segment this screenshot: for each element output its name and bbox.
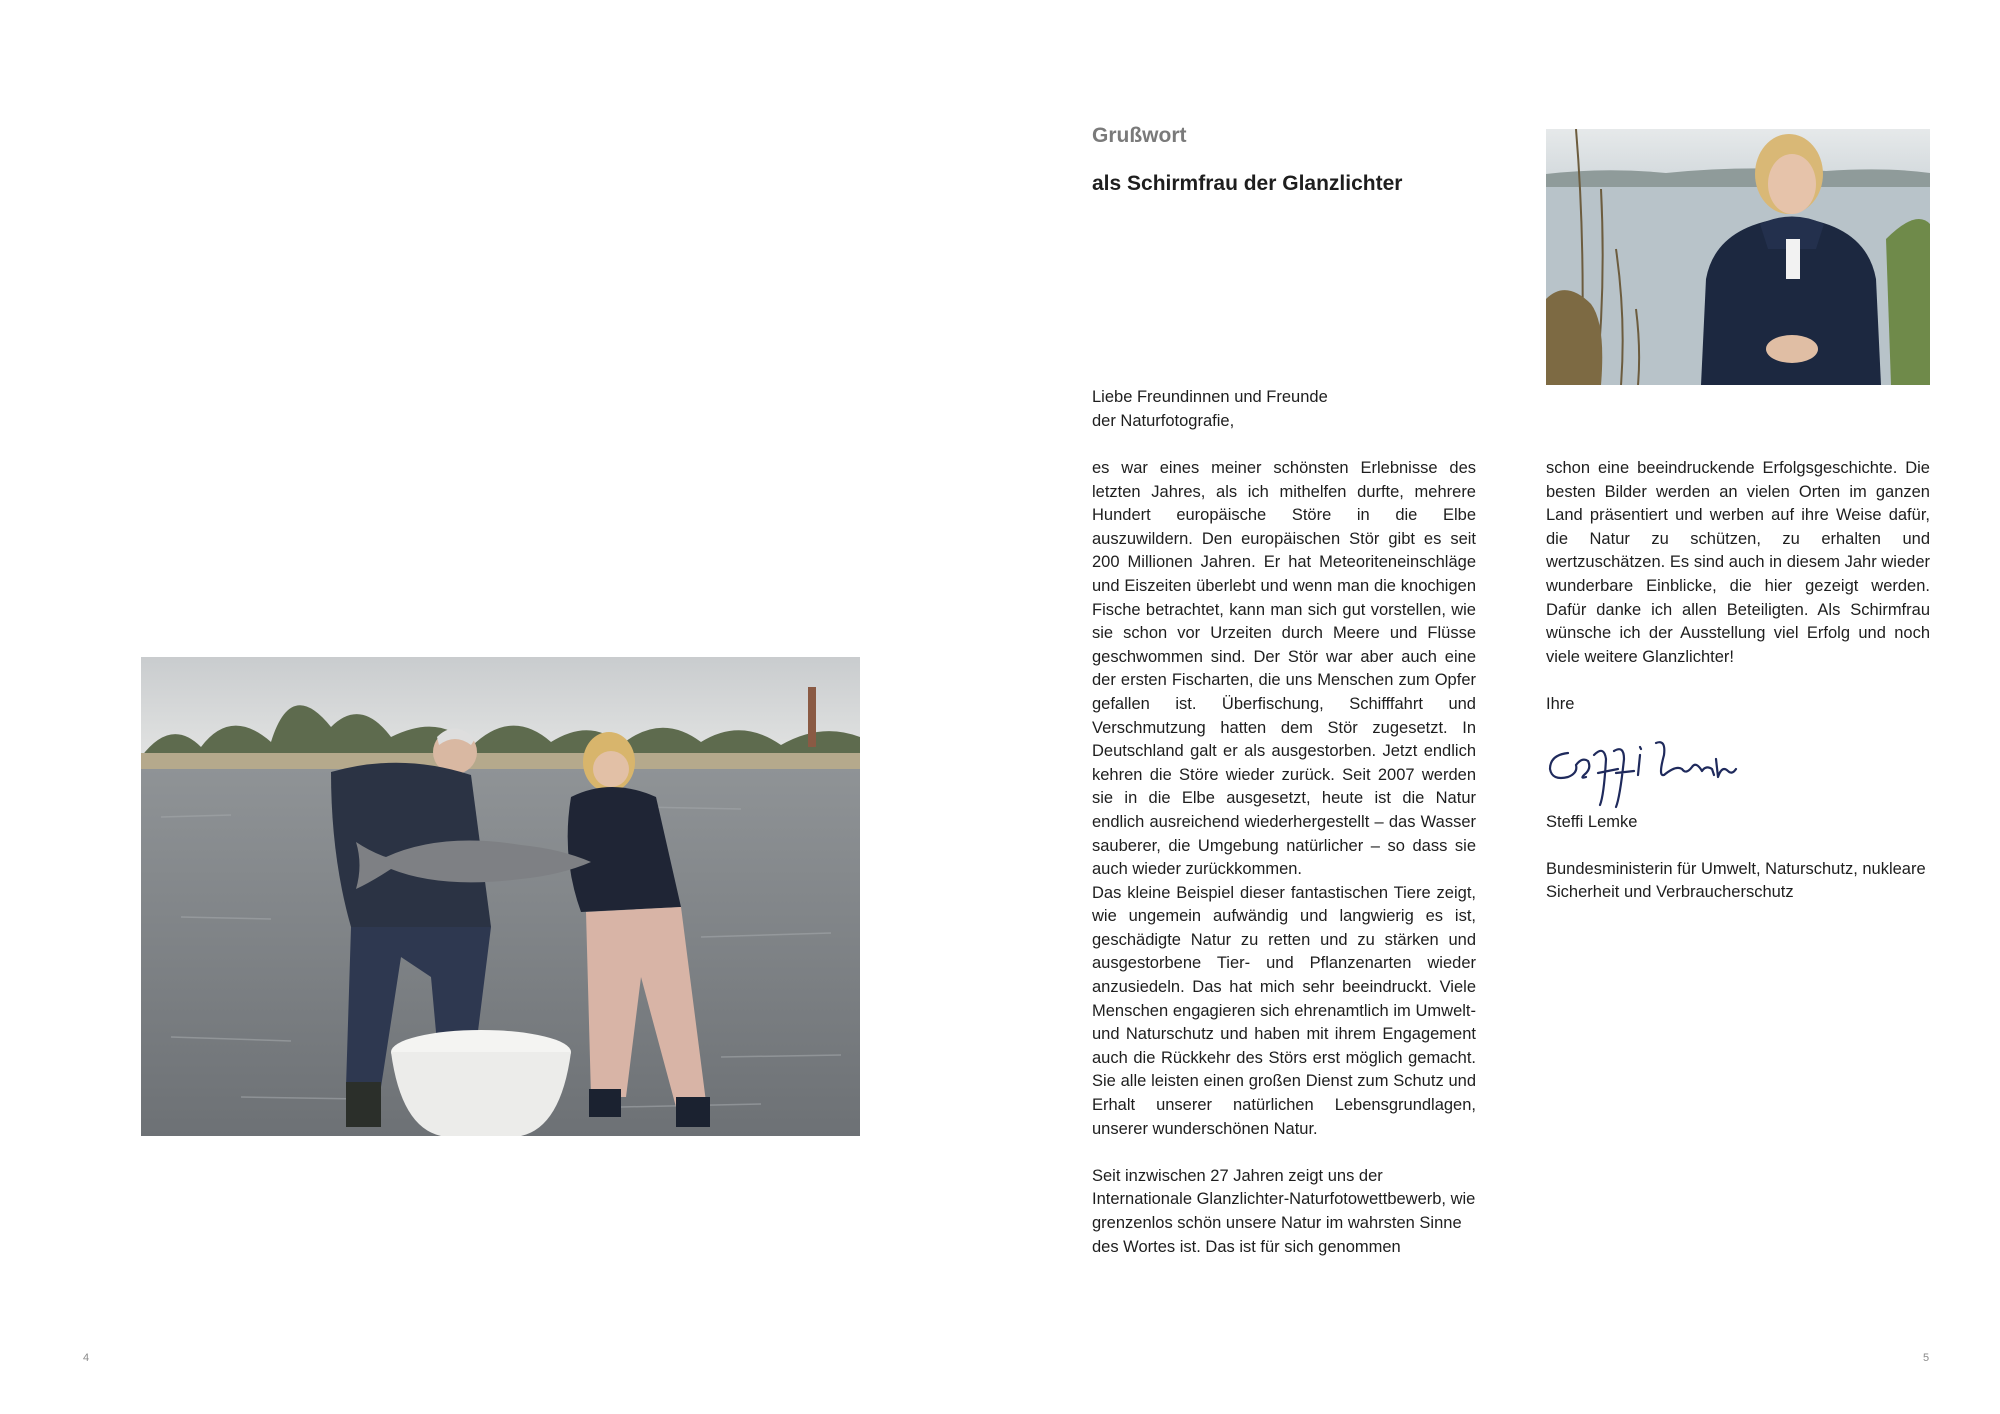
letter-paragraph: es war eines meiner schönsten Erlebnisse des letzten Jahres, als ich mithelfen durfte, mehrere Hundert europäische Störe in die Elbe auszuwildern. Den europäischen Stör gibt es seit 200 Millionen Jahren. Er hat Meteoriteneinschläge und Eiszeiten überlebt und wenn man die knochigen Fische betrachtet, kann man sich gut vorstellen, wie sie schon vor Urzeiten durch Meere und Flüsse geschwommen sind. Der Stör war aber auch eine der ersten Fischarten, die uns Menschen zum Opfer gefallen ist. Überfischung, Schifffahrt und Verschmutzung hatten dem Stör zugesetzt. In Deutschland galt er als ausgestorben. Jetzt endlich kehren die Störe wieder zurück. Seit 2007 werden sie in die Elbe ausgesetzt, heute ist die Natur endlich ausreichend wiederhergestellt – das Wasser sauberer, die Umgebung natürlicher – so dass sie auch wieder zurückkommen. xyxy=(1092,459,1476,879)
page-heading: Grußwort xyxy=(1092,124,1187,147)
salutation-line: der Naturfotografie, xyxy=(1092,411,1235,430)
signature-icon xyxy=(1546,725,1746,819)
letter-salutation xyxy=(1092,386,1392,433)
page-subheading: als Schirmfrau der Glanzlichter xyxy=(1092,172,1403,195)
salutation-line: Liebe Freundinnen und Freunde xyxy=(1092,388,1328,406)
letter-paragraph: Seit inzwischen 27 Jahren zeigt uns der Internationale Glanzlichter-Naturfotowettbewerb, wie grenzenlos schön unsere Natur im wahrsten Sinne des Wortes ist. Das ist für sich genommen xyxy=(1092,1166,1476,1256)
photo-icon xyxy=(141,657,860,1136)
signatory-position: Bundesministerin für Umwelt, Naturschutz, nukleare Sicherheit und Verbraucherschutz xyxy=(1546,859,1926,902)
letter-paragraph: schon eine beeindruckende Erfolgsgeschichte. Die besten Bilder werden an vielen Orten im ganzen Land präsentiert und werben auf ihre Weise dafür, die Natur zu schützen, zu erhalten und wertzuschätzen. Es sind auch in diesem Jahr wieder wunderbare Einblicke, die hier gezeigt werden. Dafür danke ich allen Beteiligten. Als Schirmfrau wünsche ich der Ausstellung viel Erfolg und noch viele weitere Glanzlichter! xyxy=(1546,459,1930,666)
photo-sturgeon-release xyxy=(141,657,860,1136)
page-number-left: 4 xyxy=(83,1352,90,1364)
letter-paragraph: Das kleine Beispiel dieser fantastischen Tiere zeigt, wie ungemein aufwändig und langwierig es ist, geschädigte Natur zu retten und zu stärken und ausgestorbene Tier- und Pflanzenarten wieder anzusiedeln. Das hat mich sehr beeindruckt. Viele Menschen engagieren sich ehrenamtlich im Umwelt- und Naturschutz und haben mit ihrem Engagement auch die Rückkehr des Störs erst möglich gemacht. Sie alle leisten einen großen Dienst zum Schutz und Erhalt unserer natürlichen Lebensgrundlagen, unserer wunderschönen Natur. xyxy=(1092,883,1476,1138)
signatory-name: Steffi Lemke xyxy=(1546,812,1638,831)
letter-column-right xyxy=(1546,457,1930,905)
page-number-right: 5 xyxy=(1923,1352,1930,1364)
photo-icon xyxy=(1546,129,1930,385)
letter-closing: Ihre xyxy=(1546,694,1575,713)
photo-portrait-steffi-lemke xyxy=(1546,129,1930,385)
letter-column-left xyxy=(1092,457,1476,1259)
signature xyxy=(1546,717,1930,811)
